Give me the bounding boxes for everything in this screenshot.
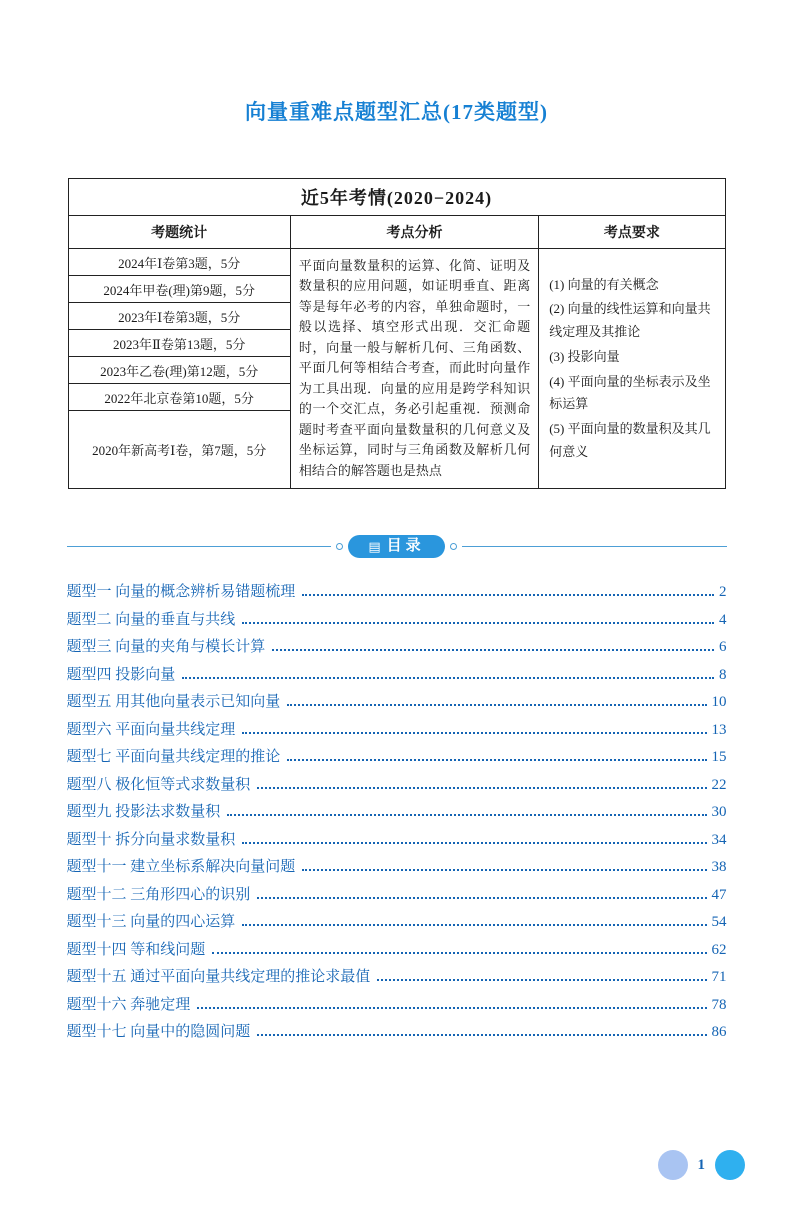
toc-item-label: 题型九 投影法求数量积: [66, 804, 221, 820]
toc-leader-dots: [287, 704, 706, 706]
table-row: 2023年Ⅰ卷第3题，5分: [68, 303, 290, 330]
toc-item-label: 题型五 用其他向量表示已知向量: [66, 694, 281, 710]
toc-item-label: 题型四 投影向量: [66, 666, 176, 683]
toc-item-page: 22: [711, 776, 727, 793]
toc-item-label: 题型十六 奔驰定理: [66, 996, 191, 1013]
requirement-item: (3) 投影向量: [549, 348, 620, 364]
toc-badge-label: 目录: [386, 538, 425, 554]
toc-leader-dots: [242, 842, 706, 844]
toc-badge: [348, 535, 444, 558]
toc-leader-dots: [257, 787, 706, 789]
analysis-text: 平面向量数量积的运算、化简、证明及数量积的应用问题，如证明垂直、距离等是每年必考的内容，单独命题时，一般以选择、填空形式出现．交汇命题时，向量一般与解析几何、三角函数、平面几何等相结合考查，而此时向量作为工具出现．向量的应用是跨学科知识的一个交汇点，务必引起重视．预测命题时考查平面向量数量积的几何意义及坐标运算，同时与三角函数及解析几何相结合的解答题也是热点: [290, 249, 538, 489]
toc-item-page: 2: [719, 584, 727, 600]
table-main-header: 近5年考情(2020−2024): [68, 179, 725, 216]
toc-list: [67, 580, 727, 1048]
toc-item-label: 题型十五 通过平面向量共线定理的推论求最值: [66, 969, 371, 985]
toc-item[interactable]: [67, 828, 727, 856]
toc-leader-dots: [182, 677, 714, 679]
toc-list-icon: ▤: [368, 539, 381, 554]
toc-item[interactable]: [67, 608, 727, 636]
table-row: 2020年新高考Ⅰ卷，第7题，5分: [68, 411, 290, 489]
toc-item[interactable]: [67, 718, 727, 746]
toc-item[interactable]: [67, 965, 727, 993]
toc-leader-dots: [302, 869, 706, 871]
toc-item-label: 题型十四 等和线问题: [66, 941, 206, 958]
toc-leader-dots: [197, 1007, 706, 1009]
toc-leader-dots: [287, 759, 706, 761]
requirement-item: (4) 平面向量的坐标表示及坐标运算: [549, 373, 711, 412]
toc-item[interactable]: [67, 938, 727, 966]
exam-overview-table: [68, 178, 726, 489]
toc-item-page: 78: [711, 996, 727, 1013]
divider-line: [67, 546, 332, 547]
toc-item[interactable]: [67, 910, 727, 938]
page-title: 向量重难点题型汇总(17类题型): [245, 100, 548, 124]
toc-leader-dots: [212, 952, 706, 954]
toc-item-label: 题型十三 向量的四心运算: [66, 914, 236, 930]
requirement-item: (2) 向量的线性运算和向量共线定理及其推论: [549, 301, 711, 339]
page-number: 1: [697, 1156, 705, 1173]
toc-item[interactable]: [67, 800, 727, 828]
toc-item[interactable]: [67, 883, 727, 911]
toc-item-page: 54: [711, 914, 727, 930]
toc-item[interactable]: [67, 773, 727, 801]
requirement-item: (1) 向量的有关概念: [549, 276, 659, 292]
toc-item-label: 题型三 向量的夹角与模长计算: [66, 639, 266, 655]
toc-item-label: 题型十七 向量中的隐圆问题: [66, 1024, 251, 1040]
toc-leader-dots: [302, 594, 714, 596]
toc-item-page: 8: [719, 666, 727, 683]
divider-dot-icon: [336, 543, 343, 550]
toc-item-page: 71: [711, 969, 727, 985]
toc-item-label: 题型十一 建立坐标系解决向量问题: [66, 859, 296, 875]
toc-item-label: 题型二 向量的垂直与共线: [66, 611, 236, 628]
toc-leader-dots: [272, 649, 714, 651]
toc-leader-dots: [242, 622, 714, 624]
table-row: 2023年Ⅱ卷第13题，5分: [68, 330, 290, 357]
toc-item-page: 86: [711, 1024, 727, 1040]
toc-item-page: 4: [719, 611, 727, 628]
toc-item-page: 15: [711, 749, 727, 765]
footer-circle-right: [715, 1150, 745, 1180]
toc-item-page: 62: [711, 941, 727, 958]
toc-leader-dots: [257, 1034, 706, 1036]
toc-item-page: 30: [711, 804, 727, 820]
toc-leader-dots: [242, 732, 706, 734]
toc-item-label: 题型八 极化恒等式求数量积: [66, 776, 251, 793]
divider-line: [462, 546, 727, 547]
toc-item-label: 题型七 平面向量共线定理的推论: [66, 749, 281, 765]
toc-item-page: 6: [719, 639, 727, 655]
toc-item[interactable]: [67, 663, 727, 691]
toc-item[interactable]: [67, 580, 727, 608]
toc-leader-dots: [257, 897, 706, 899]
table-row: 2024年甲卷(理)第9题，5分: [68, 276, 290, 303]
table-row: 2024年Ⅰ卷第3题，5分: [68, 249, 290, 276]
toc-item[interactable]: [67, 635, 727, 663]
table-row: 2022年北京卷第10题，5分: [68, 384, 290, 411]
toc-leader-dots: [227, 814, 706, 816]
toc-item-label: 题型十二 三角形四心的识别: [66, 886, 251, 903]
toc-item-label: 题型一 向量的概念辨析易错题梳理: [66, 584, 296, 600]
toc-leader-dots: [377, 979, 706, 981]
toc-divider: [67, 535, 727, 558]
toc-item-label: 题型十 拆分向量求数量积: [66, 831, 236, 848]
toc-item[interactable]: [67, 1020, 727, 1048]
column-header-requirements: 考点要求: [539, 216, 725, 249]
toc-item-page: 13: [711, 721, 727, 738]
toc-item-page: 34: [711, 831, 727, 848]
toc-item[interactable]: [67, 993, 727, 1021]
toc-item-label: 题型六 平面向量共线定理: [66, 721, 236, 738]
toc-item-page: 47: [711, 886, 727, 903]
footer-page-indicator: [658, 1150, 746, 1180]
toc-item[interactable]: [67, 855, 727, 883]
table-row: 2023年乙卷(理)第12题，5分: [68, 357, 290, 384]
requirements-cell: [539, 249, 725, 489]
footer-circle-left: [658, 1150, 688, 1180]
toc-item-page: 10: [711, 694, 727, 710]
toc-leader-dots: [242, 924, 706, 926]
toc-item[interactable]: [67, 690, 727, 718]
column-header-analysis: 考点分析: [290, 216, 538, 249]
requirement-item: (5) 平面向量的数量积及其几何意义: [549, 421, 711, 459]
toc-item[interactable]: [67, 745, 727, 773]
column-header-stats: 考题统计: [68, 216, 290, 249]
divider-dot-icon: [450, 543, 457, 550]
toc-item-page: 38: [711, 859, 727, 875]
